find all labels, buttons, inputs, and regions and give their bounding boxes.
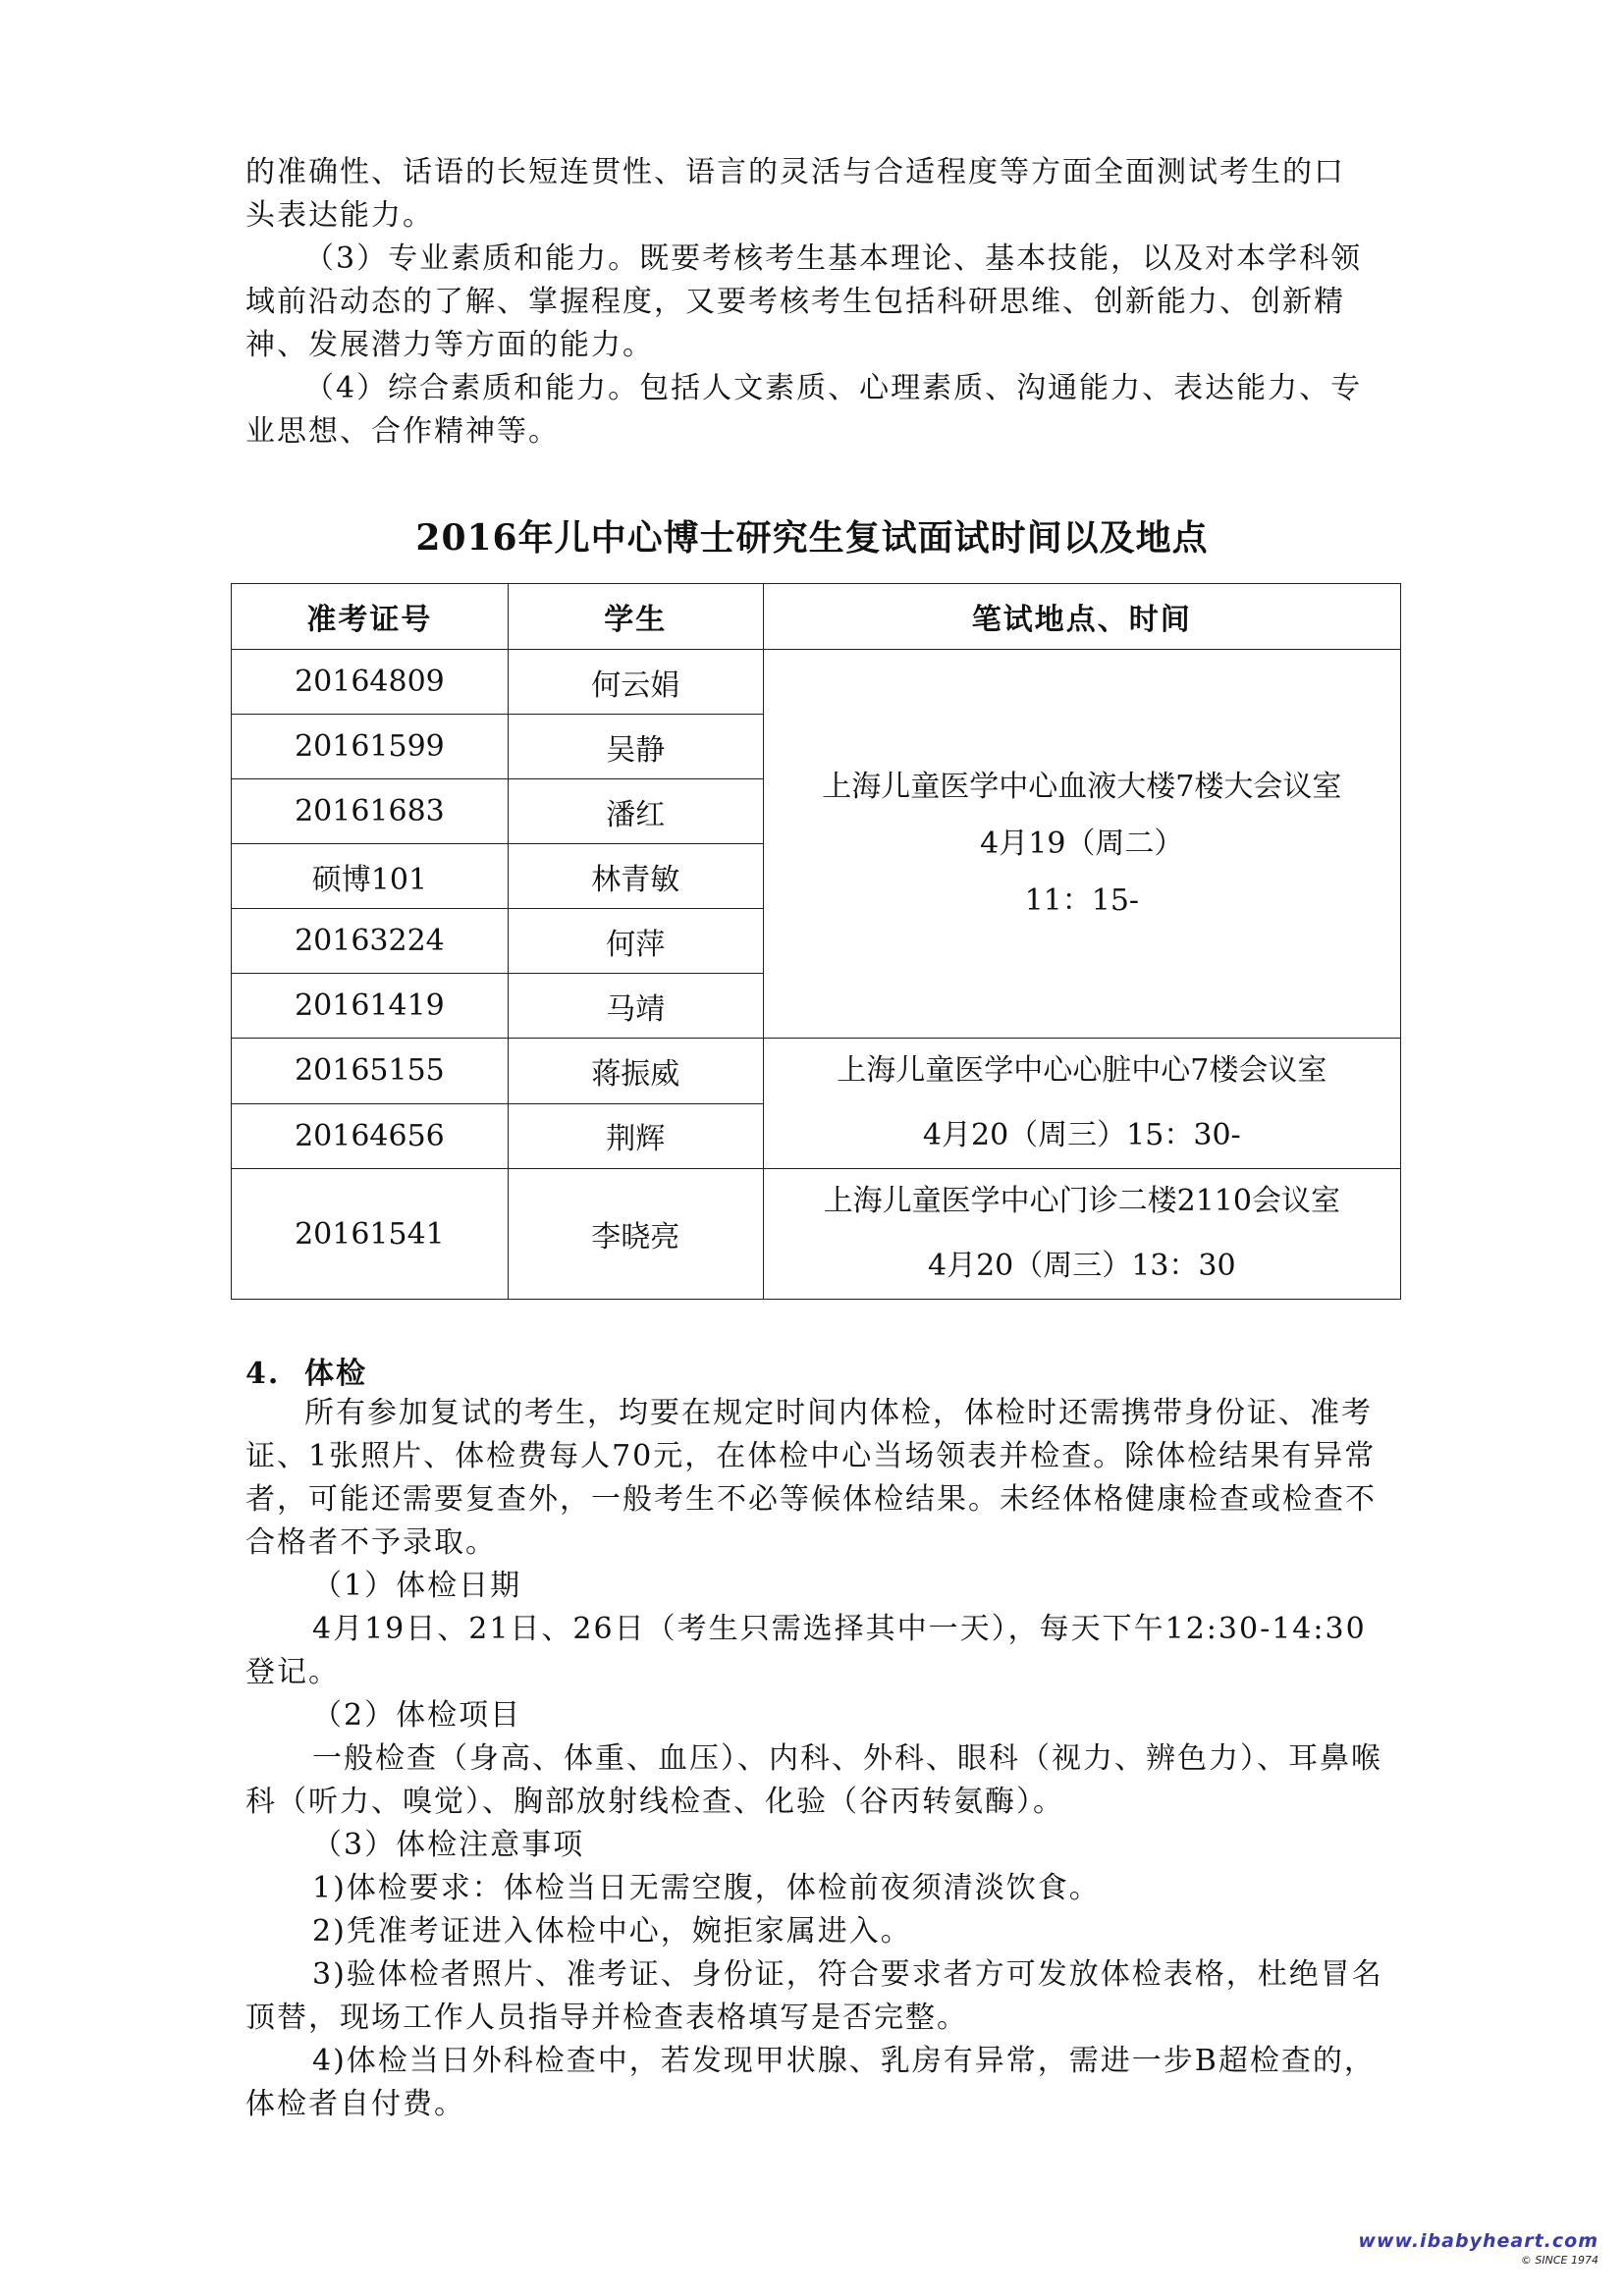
header-exam-id: 准考证号 — [232, 584, 509, 650]
student-cell: 吴静 — [508, 715, 763, 779]
header-location-time: 笔试地点、时间 — [763, 584, 1400, 650]
location-1-place: 上海儿童医学中心血液大楼7楼大会议室 — [822, 769, 1342, 804]
section-4-intro: 所有参加复试的考生，均要在规定时间内体检，体检时还需携带身份证、准考证、1张照片、体检费每人70元，在体检中心当场领表并检查。除体检结果有异常者，可能还需要复查外，一般考生不必等候体检结果。未经体格健康检查或检查不合格者不予录取。 — [245, 1396, 1377, 1560]
student-cell: 林青敏 — [508, 844, 763, 909]
student-cell: 荆辉 — [508, 1103, 763, 1169]
sub2-text: 一般检查（身高、体重、血压）、内科、外科、眼科（视力、辨色力）、耳鼻喉科（听力、嗅觉）、胸部放射线检查、化验（谷丙转氨酶）。 — [245, 1741, 1382, 1819]
exam-id-cell: 20161683 — [232, 779, 509, 844]
exam-id-cell: 20163224 — [232, 909, 509, 974]
schedule-table — [231, 583, 1401, 1300]
exam-id-cell: 20161541 — [232, 1169, 509, 1300]
student-cell: 何萍 — [508, 909, 763, 974]
section-4-number: 4. — [245, 1357, 281, 1391]
table-row — [232, 650, 1401, 715]
student-cell: 潘红 — [508, 779, 763, 844]
schedule-title: 2016年儿中心博士研究生复试面试时间以及地点 — [415, 517, 1209, 559]
student-cell: 蒋振威 — [508, 1039, 763, 1104]
location-1-time: 11：15- — [1024, 882, 1140, 918]
intro-paragraph-1-line-2: 头表达能力。 — [245, 198, 434, 233]
intro-paragraph-1-line-1: 的准确性、话语的长短连贯性、语言的灵活与合适程度等方面全面测试考生的口 — [245, 155, 1345, 189]
watermark — [1358, 2230, 1598, 2267]
intro-paragraph-2: （3）专业素质和能力。既要考核考生基本理论、基本技能，以及对本学科领域前沿动态的了解、掌握程度，又要考核考生包括科研思维、创新能力、创新精神、发展潜力等方面的能力。 — [245, 241, 1363, 362]
header-student: 学生 — [508, 584, 763, 650]
exam-id-cell: 20161599 — [232, 715, 509, 779]
table-header-row — [232, 584, 1401, 650]
location-3-place: 上海儿童医学中心门诊二楼2110会议室 — [823, 1184, 1340, 1218]
intro-paragraph-3: （4）综合素质和能力。包括人文素质、心理素质、沟通能力、表达能力、专业思想、合作精神等。 — [245, 371, 1363, 449]
student-cell: 马靖 — [508, 974, 763, 1039]
section-4-title: 体检 — [304, 1357, 367, 1391]
exam-id-cell: 20164809 — [232, 650, 509, 715]
exam-id-cell: 20161419 — [232, 974, 509, 1039]
exam-id-cell: 20164656 — [232, 1103, 509, 1169]
location-1-date: 4月19（周二） — [980, 826, 1184, 861]
watermark-site: www.ibabyheart.com — [1358, 2230, 1598, 2252]
student-cell: 李晓亮 — [508, 1169, 763, 1300]
sub1-title: （1）体检日期 — [312, 1569, 522, 1603]
table-row — [232, 1169, 1401, 1300]
note-2: 2)凭准考证进入体检中心，婉拒家属进入。 — [312, 1914, 912, 1949]
exam-id-cell: 硕博101 — [232, 844, 509, 909]
watermark-since: © SINCE 1974 — [1520, 2254, 1598, 2267]
sub2-title: （2）体检项目 — [312, 1698, 522, 1733]
note-4: 4)体检当日外科检查中，若发现甲状腺、乳房有异常，需进一步B超检查的，体检者自付费。 — [245, 2044, 1376, 2121]
location-cell-1 — [763, 650, 1400, 1039]
exam-id-cell: 20165155 — [232, 1039, 509, 1104]
note-1: 1)体检要求：体检当日无需空腹，体检前夜须清淡饮食。 — [312, 1871, 1101, 1905]
sub3-title: （3）体检注意事项 — [312, 1828, 585, 1862]
location-cell-2 — [763, 1039, 1400, 1169]
location-3-date-time: 4月20（周三）13：30 — [928, 1249, 1236, 1283]
location-2-date-time: 4月20（周三）15：30- — [922, 1118, 1241, 1152]
sub1-text: 4月19日、21日、26日（考生只需选择其中一天），每天下午12:30-14:30登记。 — [245, 1612, 1367, 1689]
note-3: 3)验体检者照片、准考证、身份证，符合要求者方可发放体检表格，杜绝冒名顶替，现场工作人员指导并检查表格填写是否完整。 — [245, 1957, 1383, 2035]
location-2-place: 上海儿童医学中心心脏中心7楼会议室 — [837, 1053, 1327, 1088]
student-cell: 何云娟 — [508, 650, 763, 715]
table-row — [232, 1039, 1401, 1104]
section-4-heading — [245, 1349, 367, 1392]
location-cell-3 — [763, 1169, 1400, 1300]
